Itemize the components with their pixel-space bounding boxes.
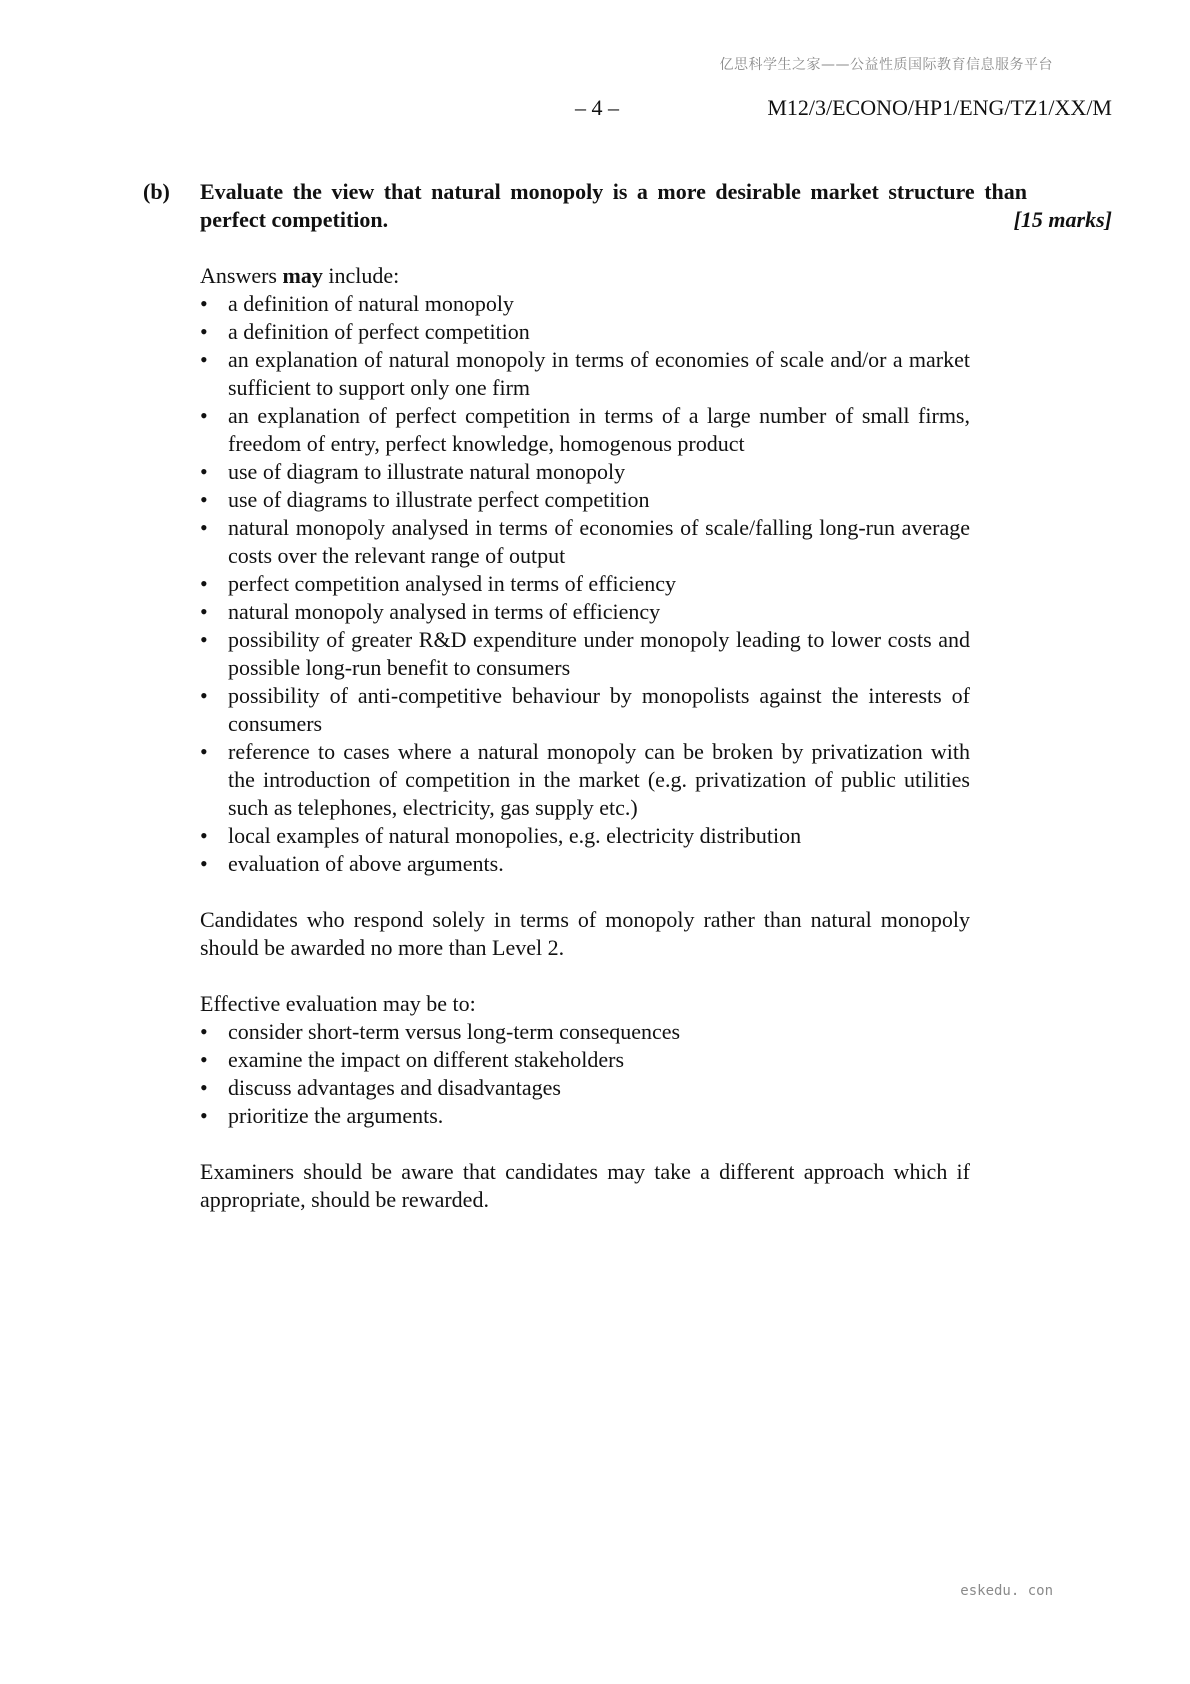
list-item bbox=[200, 290, 970, 318]
list-item bbox=[200, 1074, 970, 1102]
bullet-icon: • bbox=[200, 459, 208, 484]
list-item-text: possibility of greater R&D expenditure under monopoly leading to lower costs and possible long-run benefit to consumers bbox=[228, 627, 970, 680]
list-item-text: use of diagrams to illustrate perfect competition bbox=[228, 487, 650, 512]
list-item-text: an explanation of perfect competition in terms of a large number of small firms, freedom of entry, perfect knowledge, homogenous product bbox=[228, 403, 970, 456]
bullet-icon: • bbox=[200, 515, 208, 540]
list-item bbox=[200, 1102, 970, 1130]
list-item-text: local examples of natural monopolies, e.g. electricity distribution bbox=[228, 823, 802, 848]
list-item-text: consider short-term versus long-term consequences bbox=[228, 1019, 681, 1044]
bullet-icon: • bbox=[200, 1047, 208, 1072]
list-item bbox=[200, 822, 970, 850]
list-item-text: a definition of natural monopoly bbox=[228, 291, 514, 316]
question-text: Evaluate the view that natural monopoly is a more desirable market structure than perfect competition. bbox=[200, 179, 1027, 232]
list-item-text: natural monopoly analysed in terms of economies of scale/falling long-run average costs over the relevant range of output bbox=[228, 515, 970, 568]
evaluation-list bbox=[200, 1018, 970, 1130]
list-item bbox=[200, 346, 970, 402]
list-item bbox=[200, 318, 970, 346]
list-item-text: use of diagram to illustrate natural monopoly bbox=[228, 459, 626, 484]
examiners-note: Examiners should be aware that candidates may take a different approach which if appropriate, should be rewarded. bbox=[200, 1159, 970, 1212]
answers-intro bbox=[200, 262, 970, 290]
bullet-icon: • bbox=[200, 683, 208, 708]
list-item-text: evaluation of above arguments. bbox=[228, 851, 504, 876]
bullet-icon: • bbox=[200, 851, 208, 876]
list-item-text: examine the impact on different stakeholders bbox=[228, 1047, 625, 1072]
bullet-icon: • bbox=[200, 739, 208, 764]
answers-list bbox=[200, 290, 970, 878]
marks-label: [15 marks] bbox=[1013, 207, 1112, 232]
list-item bbox=[200, 486, 970, 514]
list-item-text: prioritize the arguments. bbox=[228, 1103, 444, 1128]
list-item-text: perfect competition analysed in terms of efficiency bbox=[228, 571, 676, 596]
bullet-icon: • bbox=[200, 291, 208, 316]
list-item bbox=[200, 458, 970, 486]
bullet-icon: • bbox=[200, 599, 208, 624]
list-item-text: reference to cases where a natural monopoly can be broken by privatization with the introduction of competition in the market (e.g. privatization of public utilities such as telephones, electricity, gas supply etc.) bbox=[228, 739, 970, 820]
evaluation-intro: Effective evaluation may be to: bbox=[200, 991, 476, 1016]
list-item bbox=[200, 682, 970, 738]
bullet-icon: • bbox=[200, 319, 208, 344]
list-item-text: possibility of anti-competitive behaviour by monopolists against the interests of consumers bbox=[228, 683, 970, 736]
answers-intro-bold: may bbox=[282, 263, 323, 288]
list-item bbox=[200, 598, 970, 626]
bullet-icon: • bbox=[200, 823, 208, 848]
bullet-icon: • bbox=[200, 487, 208, 512]
paper-code: M12/3/ECONO/HP1/ENG/TZ1/XX/M bbox=[767, 95, 1112, 120]
list-item bbox=[200, 850, 970, 878]
markscheme-content bbox=[200, 262, 970, 1214]
list-item bbox=[200, 570, 970, 598]
bullet-icon: • bbox=[200, 1075, 208, 1100]
page-number: – 4 – bbox=[575, 95, 619, 120]
answers-intro-after: include: bbox=[328, 263, 400, 288]
list-item bbox=[200, 626, 970, 682]
answers-intro-before: Answers bbox=[200, 263, 277, 288]
bullet-icon: • bbox=[200, 627, 208, 652]
watermark-header: 亿思科学生之家——公益性质国际教育信息服务平台 bbox=[719, 57, 1053, 73]
question-label: (b) bbox=[143, 179, 170, 204]
list-item bbox=[200, 1046, 970, 1074]
list-item bbox=[200, 402, 970, 458]
list-item bbox=[200, 738, 970, 822]
list-item bbox=[200, 1018, 970, 1046]
bullet-icon: • bbox=[200, 347, 208, 372]
watermark-footer: eskedu. con bbox=[960, 1583, 1053, 1599]
list-item-text: an explanation of natural monopoly in terms of economies of scale and/or a market sufficient to support only one firm bbox=[228, 347, 970, 400]
bullet-icon: • bbox=[200, 1103, 208, 1128]
bullet-icon: • bbox=[200, 403, 208, 428]
bullet-icon: • bbox=[200, 1019, 208, 1044]
list-item-text: a definition of perfect competition bbox=[228, 319, 530, 344]
list-item bbox=[200, 514, 970, 570]
list-item-text: discuss advantages and disadvantages bbox=[228, 1075, 561, 1100]
bullet-icon: • bbox=[200, 571, 208, 596]
list-item-text: natural monopoly analysed in terms of efficiency bbox=[228, 599, 661, 624]
level-note: Candidates who respond solely in terms of monopoly rather than natural monopoly should be awarded no more than Level 2. bbox=[200, 907, 970, 960]
